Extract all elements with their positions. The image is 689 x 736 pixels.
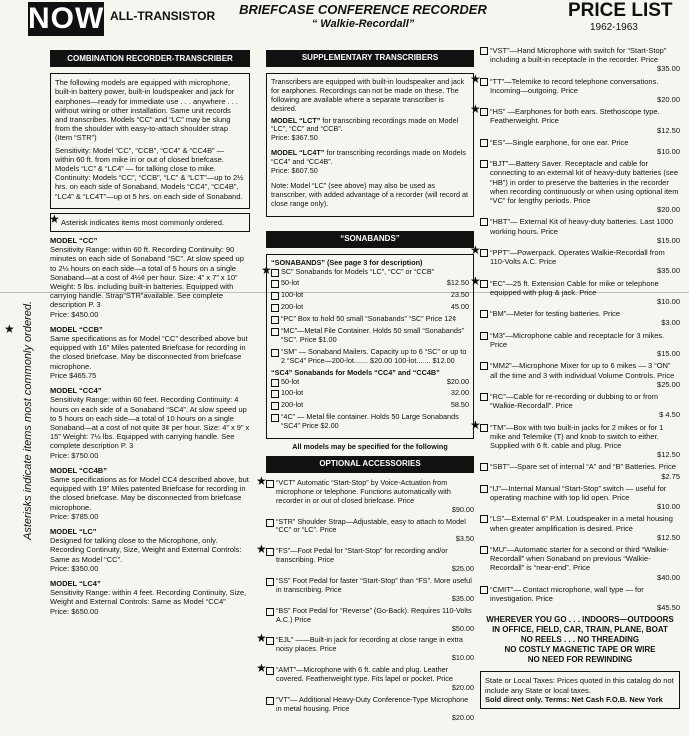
order-checkbox[interactable]: [480, 332, 488, 340]
slogan-line: NO COSTLY MAGNETIC TAPE OR WIRE: [504, 645, 656, 655]
lot-price: $20.00: [446, 376, 469, 386]
transcribers-intro: Transcribers are equipped with built-in loudspeaker and jack for earphones. Recordings can not be made on these. The following are available where a separate transcriber is desired.: [271, 76, 465, 113]
slogan-line: IN OFFICE, FIELD, CAR, TRAIN, PLANE, BOAT: [492, 625, 668, 635]
model-lc4t: [271, 149, 469, 176]
accessory-text: “TT”—Telemike to record telephone conversations. Incoming—outgoing. Price: [490, 76, 659, 95]
accessory-item: [256, 542, 474, 574]
accessory-item: [480, 217, 680, 245]
order-checkbox[interactable]: [266, 697, 274, 705]
accessory-item: [480, 138, 680, 156]
order-checkbox[interactable]: [271, 402, 279, 410]
order-checkbox[interactable]: [266, 548, 274, 556]
order-checkbox[interactable]: [271, 328, 279, 336]
accessory-item: [480, 392, 680, 420]
order-checkbox[interactable]: [480, 586, 488, 594]
order-checkbox[interactable]: [266, 608, 274, 616]
asterisk-note: Asterisk indicates items most commonly ordered.: [61, 217, 224, 227]
order-checkbox[interactable]: [480, 515, 488, 523]
sc-sonabands-text: SC” Sonabands for Models “LC”, “CC” or “CCB”: [281, 266, 435, 276]
terms-note: Sold direct only. Terms: Net Cash F.O.B. New York: [485, 694, 663, 704]
transcribers-note: Note: Model “LC” (see above) may also be used as transcriber, with added advantage of a recorder (will record at close range only).: [271, 180, 469, 208]
order-checkbox[interactable]: [271, 414, 279, 422]
accessory-price: $12.50: [657, 532, 680, 542]
c4-container-text: “4C” — Metal file container. Holds 50 Large Sonabands “SC4” Price: [281, 412, 459, 431]
model-lct-text: for transcribing recordings made on Model “LC”, “CC” and “CCB”.: [271, 115, 459, 134]
sm-mailers-text: “SM” — Sonaband Mailers. Capacity up to 6 “SC” or up to 2 “SC4” Price—200-lot....... $20.00 100-lot....... $12.00: [281, 346, 467, 365]
accessory-price: $2.75: [661, 471, 680, 481]
order-checkbox[interactable]: [480, 249, 488, 257]
order-checkbox[interactable]: [480, 47, 488, 55]
section-heading-transcribers: SUPPLEMENTARY TRANSCRIBERS: [266, 50, 474, 67]
model-price: Price: $785.00: [50, 511, 99, 521]
accessory-text: “RC”—Cable for re-recording or dubbing to or from “Walkie-Recordall”. Price: [490, 391, 658, 411]
price-row: [271, 279, 469, 288]
model-lct-name: MODEL “LCT”: [271, 115, 321, 125]
order-checkbox[interactable]: [480, 362, 488, 370]
model-block: [50, 527, 250, 573]
accessory-item: [266, 518, 474, 545]
accessory-item: [470, 417, 680, 460]
accessory-price: $10.00: [451, 653, 474, 663]
model-lc4t-text: for transcribing recordings made on Models “CC4” and “CC4B”.: [271, 148, 466, 167]
accessory-text: “MM2”—Microphone Mixer for up to 6 mikes — 3 “ON” all the time and 3 with individual Volume Controls. Price: [490, 361, 675, 380]
accessory-text: “VCT” Automatic “Start-Stop” by Voice-Actuation from microphone or telephone. Functions automatically with recorder in or out of closed briefcase. Price: [276, 477, 451, 505]
accessory-text: “EC”—25 ft. Extension Cable for mike or telephone equipped with plug & jack. Price: [490, 278, 659, 297]
star-icon: ★: [470, 243, 481, 258]
order-checkbox[interactable]: [266, 578, 274, 586]
accessory-price: $35.00: [657, 64, 680, 74]
accessory-item: [470, 243, 680, 276]
accessory-price: $ 4.50: [659, 410, 680, 420]
order-checkbox[interactable]: [480, 160, 488, 168]
accessory-price: $12.50: [657, 450, 680, 460]
mc-container-price: $1.00: [318, 334, 337, 344]
accessory-text: “SBT”—Spare set of internal “A” and “B” Batteries. Price: [490, 462, 676, 472]
model-lc4t-name: MODEL “LC4T”: [271, 148, 325, 158]
accessory-item: [480, 361, 680, 389]
order-checkbox[interactable]: [266, 480, 274, 488]
accessory-price: $3.50: [455, 534, 474, 544]
accessory-item: [266, 696, 474, 723]
price-row: [271, 378, 469, 387]
order-checkbox[interactable]: [480, 139, 488, 147]
accessory-price: $25.00: [657, 379, 680, 389]
accessory-price: $50.00: [451, 623, 474, 633]
accessory-item: [266, 577, 474, 604]
accessory-item: [480, 514, 680, 542]
sm-mailers: [271, 348, 469, 366]
star-icon: ★: [256, 661, 267, 676]
side-note: [12, 210, 32, 540]
lot-price: 32.00: [450, 388, 469, 398]
page-title: BRIEFCASE CONFERENCE RECORDER: [239, 2, 487, 17]
star-icon: ★: [256, 542, 267, 557]
model-lc4t-price: Price: $607.50: [271, 166, 318, 176]
accessory-price: $90.00: [451, 504, 474, 514]
order-checkbox[interactable]: [480, 424, 488, 432]
order-checkbox[interactable]: [480, 310, 488, 318]
accessory-text: “HBT”— External Kit of heavy-duty batteries. Last 1000 working hours. Price: [490, 217, 673, 236]
accessory-item: [480, 331, 680, 359]
accessory-text: “MU”—Automatic starter for a second or third “Walkie-Recordall” when Sonaband on previous “Walkie-Recordall” is “near-end”. Price: [490, 544, 669, 573]
accessory-text: “LS”—External 6” P.M. Loudspeaker in a metal housing when greater amplification is desired. Price: [490, 514, 673, 533]
years-label: 1962-1963: [590, 22, 638, 33]
page-subtitle: “ Walkie-Recordall”: [311, 18, 415, 30]
model-text: Same specifications as for Model “CC” described above but equipped with 16” Miles patented Briefcase for recording in the closed briefcase. May be disconnected from briefcase microphone.: [50, 334, 248, 371]
section-heading-sonabands: “SONABANDS”: [266, 231, 474, 248]
slogan-line: WHEREVER YOU GO . . . INDOORS—OUTDOORS: [486, 615, 674, 625]
order-checkbox[interactable]: [480, 393, 488, 401]
lot-label: 200-lot: [281, 302, 304, 312]
side-note-text: Asterisks indicate items most commonly ordered.: [22, 300, 34, 540]
model-name: MODEL “CC4B”: [50, 465, 107, 475]
accessory-price: $12.50: [657, 125, 680, 135]
lot-label: 200-lot: [281, 400, 304, 410]
star-icon: ★: [470, 417, 481, 432]
accessory-price: $40.00: [657, 572, 680, 582]
order-checkbox[interactable]: [271, 316, 279, 324]
accessory-price: $10.00: [657, 147, 680, 157]
all-models-note: All models may be specified for the following: [292, 442, 448, 452]
section-heading-recorders: COMBINATION RECORDER-TRANSCRIBER: [50, 50, 250, 67]
lot-label: 50-lot: [281, 376, 300, 386]
order-checkbox[interactable]: [271, 390, 279, 398]
accessory-item: [480, 462, 680, 480]
model-name: MODEL “CC”: [50, 236, 98, 246]
model-price: Price: $650.00: [50, 606, 99, 616]
accessory-text: “VT”— Additional Heavy-Duty Conference-Type Microphone in metal housing. Price: [276, 694, 469, 713]
section-heading-accessories: OPTIONAL ACCESSORIES: [266, 456, 474, 473]
taxes-note: State or Local Taxes: Prices quoted in this catalog do not include any State or local taxes.: [485, 676, 674, 695]
star-icon: ★: [470, 273, 481, 288]
terms-box: [480, 671, 680, 709]
accessory-item: [256, 661, 474, 693]
model-block: [4, 321, 250, 380]
star-icon: ★: [4, 321, 15, 336]
slogan-block: [480, 615, 680, 665]
order-checkbox[interactable]: [480, 78, 488, 86]
sc4-price-rows: [271, 378, 469, 411]
column-accessories-continued: [470, 46, 680, 713]
model-block: [50, 579, 250, 616]
now-badge: NOW: [28, 2, 105, 35]
transcribers-box: [266, 73, 474, 217]
model-price: Price: $450.00: [50, 309, 99, 319]
accessory-item: [480, 585, 680, 613]
recorders-intro-box: [50, 73, 250, 209]
accessory-price: $15.00: [657, 349, 680, 359]
order-checkbox[interactable]: [271, 269, 279, 277]
mc-container-text: “MC”—Metal File Container. Holds 50 small “Sonabands” “SC”. Price: [281, 326, 464, 344]
accessory-item: [480, 484, 680, 512]
lot-price: $12.50: [446, 278, 469, 288]
model-block: [50, 236, 250, 319]
model-lct-price: Price: $367.50: [271, 133, 318, 143]
accessory-item: [256, 631, 474, 663]
price-list-heading: PRICE LIST: [568, 0, 673, 21]
accessory-text: “M3”—Microphone cable and receptacle for 3 mikes. Price: [490, 330, 665, 349]
accessory-text: “CMIT”— Contact microphone, wall type — for investigation. Price: [490, 584, 644, 603]
accessory-price: $3.00: [661, 318, 680, 328]
order-checkbox[interactable]: [266, 637, 274, 645]
accessory-price: $20.00: [451, 682, 474, 692]
accessory-text: “PPT”—Powerpack. Operates Walkie-Recordall from 110-Volts A.C. Price: [490, 248, 665, 267]
accessory-text: “SS” Foot Pedal for faster “Start-Stop” than “FS”. More useful in transcribing. Price: [276, 575, 472, 594]
accessory-price: $20.00: [451, 712, 474, 722]
order-checkbox[interactable]: [480, 546, 488, 554]
accessory-price: $35.00: [451, 593, 474, 603]
order-checkbox[interactable]: [480, 108, 488, 116]
accessory-price: $15.00: [657, 235, 680, 245]
model-block: [50, 466, 250, 521]
price-row: [271, 303, 469, 312]
star-icon: ★: [256, 473, 267, 488]
lot-label: 50-lot: [281, 278, 300, 288]
star-icon: ★: [49, 211, 60, 226]
model-name: MODEL “LC”: [50, 526, 97, 536]
star-icon: ★: [261, 262, 272, 277]
order-checkbox[interactable]: [271, 379, 279, 387]
price-row: [271, 389, 469, 398]
accessory-price: $20.00: [657, 95, 680, 105]
accessory-item: [470, 273, 680, 307]
sonabands-subheading: “SONABANDS” (See page 3 for description): [271, 257, 423, 267]
model-price: Price $465.75: [50, 370, 97, 380]
price-row: [271, 291, 469, 300]
order-checkbox[interactable]: [480, 463, 488, 471]
accessory-text: “VST”—Hand Microphone with switch for “Start-Stop” including a built-in receptacle in the recorder. Price: [490, 46, 667, 65]
pc-box-text: “PC” Box to hold 50 small “Sonabands” “SC” Price: [281, 314, 443, 324]
lot-price: 23.50: [450, 290, 469, 300]
order-checkbox[interactable]: [266, 667, 274, 675]
lot-label: 100-lot: [281, 388, 304, 398]
recorders-intro: The following models are equipped with microphone, built-in battery power, built-in loudspeaker and jack for earphones—ready for immediate use . . . anywhere . . . without wiring or other installation. Same unit records and transcribes. Models “CC” and “LC” may be slung from the shoulder with easy-to-attach shoulder strap (Item “STR”): [55, 78, 239, 143]
accessory-item: [480, 159, 680, 214]
accessory-text: “BJT”—Battery Saver. Receptacle and cable for connecting to an external kit of heavy-duty batteries (see “HB”) in order to preserve the batteries in the recorder when recording continuously or when using optional item “VC” for lengthy periods. Price: [490, 159, 679, 206]
star-icon: ★: [470, 71, 481, 86]
pc-box-price: 12¢: [444, 314, 457, 324]
order-checkbox[interactable]: [271, 292, 279, 300]
order-checkbox[interactable]: [271, 304, 279, 312]
slogan-line: NO REELS . . . NO THREADING: [520, 635, 640, 645]
mc-container: [271, 327, 469, 345]
sc-price-rows: [271, 279, 469, 312]
accessory-price: $45.50: [657, 603, 680, 613]
lot-label: 100-lot: [281, 290, 304, 300]
model-name: MODEL “LC4”: [50, 578, 101, 588]
accessory-item: [480, 46, 680, 74]
order-checkbox[interactable]: [266, 519, 274, 527]
lot-price: 45.00: [450, 302, 469, 312]
accessory-price: $25.00: [451, 564, 474, 574]
model-block: [50, 386, 250, 460]
accessory-text: “HS” —Earphones for both ears. Stethoscope type. Featherweight. Price: [490, 107, 660, 126]
accessory-text: “AMT”—Microphone with 6 ft. cable and plug. Leather covered. Featherweight type. Fits lapel or pocket. Price: [276, 665, 453, 684]
model-text: Sensitivity Range: within 60 ft. Recording Continuity: 90 minutes on each side of Sonaband “SC”. At slow speed up to 2½ hours on each side—a total of 5 hours on a single Sonaband—at a cost of 4½¢ per hour. Size: 4” x 7” x 10” Weight: 5 lbs. including built-in batteries. Equipped with carrying handle. Strap“STR”available. See complete description P. 3: [50, 245, 244, 310]
accessory-list-continued: [470, 46, 680, 613]
star-icon: ★: [470, 102, 481, 117]
accessory-price: $10.00: [657, 297, 680, 307]
model-price: Price: $350.00: [50, 563, 99, 573]
order-checkbox[interactable]: [480, 485, 488, 493]
model-text: Designed for talking close to the Microphone, only. Recording Continuity, Size, Weight and External Controls: Same as Model “CC”.: [50, 536, 242, 564]
column-transcribers: [256, 46, 474, 726]
asterisk-note-box: [50, 213, 250, 232]
accessory-text: “BS” Foot Pedal for “Reverse” (Go-Back). Requires 110-Volts A.C.) Price: [276, 605, 472, 624]
order-checkbox[interactable]: [480, 280, 488, 288]
accessory-text: “IJ”—Internal Manual “Start-Stop” switch — useful for operating machine with top lid open. Price: [490, 483, 667, 502]
model-text: Same specifications as for Model CC4 described above, but equipped with 19” Miles patented Briefcase for recording in the closed briefcase. May be disconnected from briefcase microphone.: [50, 474, 249, 512]
header: [0, 0, 689, 42]
accessory-price: $10.00: [657, 502, 680, 512]
accessory-text: “BM”—Meter for testing batteries. Price: [490, 309, 621, 319]
accessory-price: $20.00: [657, 205, 680, 215]
pc-box: [271, 315, 469, 324]
order-checkbox[interactable]: [480, 218, 488, 226]
sc4-heading: “SC4” Sonabands for Models “CC4” and “CC4B”: [271, 367, 440, 377]
all-transistor-label: ALL-TRANSISTOR: [110, 9, 216, 23]
model-price: Price: $750.00: [50, 450, 99, 460]
accessory-price: $35.00: [657, 266, 680, 276]
c4-container-price: $2.00: [320, 421, 339, 431]
model-text: Sensitivity Range: within 60 feet. Recording Continuity: 4 hours on each side of a Sonaband “SC4”. At slow speed up to 5 hours on each side—a total of 10 hours on a single Sonaband—at a cost of not quite 3¢ per hour. Size: 4” x 9” x 15” Weight: 7½ lbs. Equipped with carrying handle. See complete description P. 3: [50, 395, 250, 451]
accessory-item: [266, 607, 474, 634]
accessory-item: [480, 309, 680, 327]
recorders-sensitivity: Sensitivity: Model “CC”, “CCB”, “CC4” & “CC4B” — within 60 ft. from mike in or out of closed briefcase. Models “LC” & “LC4” — for talking close to mike. Continuity: Models “CC”, “CCB”, “LC” & “LCT”—up to 2½ hrs. on each side of Sonaband. Models “CC4”, “CC4B”, “LC4” & “LC4T”—up ot 5 hrs. on each side of Sonaband.: [55, 145, 244, 201]
accessory-text: “FS”—Foot Pedal for “Start-Stop” for recording and/or transcribing. Price: [276, 546, 448, 565]
accessory-text: “TM”—Box with two built-in jacks for 2 mikes or for 1 mike and Telemike (T) and knob to switch to either. Supplied with 6 ft. cable and plug. Price: [490, 422, 664, 450]
c4-container: [271, 413, 469, 431]
price-row: [271, 401, 469, 410]
order-checkbox[interactable]: [271, 349, 279, 357]
model-text: Sensitivity Range: within 4 feet. Recording Continuity, Size, Weight and External Controls: Same as Model “CC4”: [50, 588, 247, 607]
accessory-list: [256, 473, 474, 723]
model-name: MODEL “CC4”: [50, 386, 102, 396]
accessory-item: [256, 473, 474, 515]
accessory-item: [470, 102, 680, 135]
order-checkbox[interactable]: [271, 280, 279, 288]
lot-price: 58.50: [450, 400, 469, 410]
model-name: MODEL “CCB”: [50, 324, 103, 334]
model-lct: [271, 117, 469, 144]
sonabands-box: [261, 254, 474, 440]
accessory-item: [470, 71, 680, 105]
accessory-text: “EJL” ——Built-in jack for recording at close range in extra noisy places. Price: [276, 635, 463, 654]
accessory-text: “STR” Shoulder Strap—Adjustable, easy to attach to Model “CC” or “LC”. Price: [276, 516, 466, 535]
star-icon: ★: [256, 631, 267, 646]
accessory-item: [480, 545, 680, 582]
slogan-line: NO NEED FOR REWINDING: [527, 655, 633, 665]
accessory-text: “ES”—Single earphone, for one ear. Price: [490, 137, 629, 147]
